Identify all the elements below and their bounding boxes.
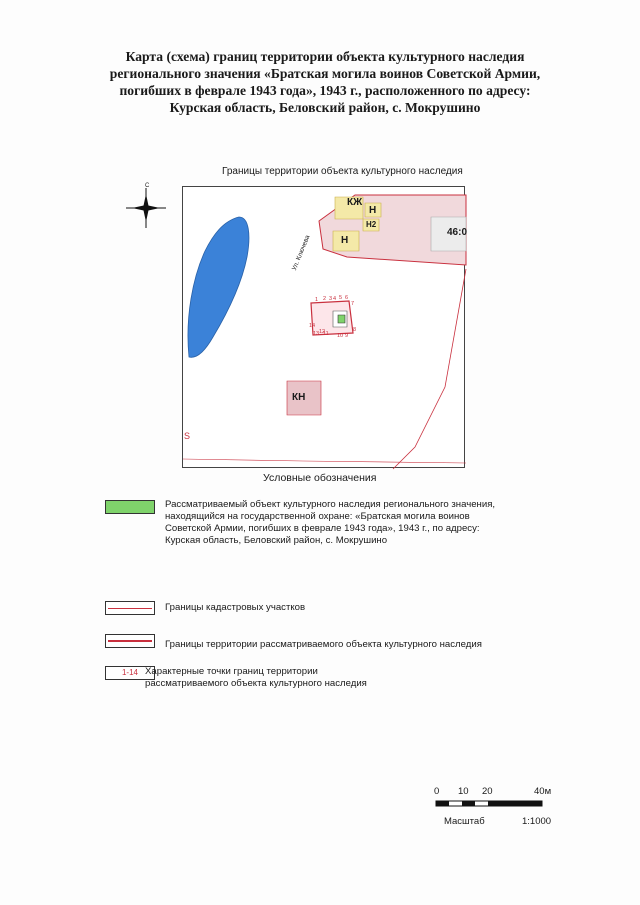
boundary-point-label: 14 [309, 323, 316, 329]
title-line: погибших в феврале 1943 года», 1943 г., расположенного по адресу: [119, 83, 531, 98]
label-kzh: КЖ [347, 197, 363, 208]
legend-text: Границы кадастровых участков [165, 602, 306, 613]
boundary-point-label: 13 [313, 331, 320, 337]
legend-text [145, 666, 367, 690]
lake [188, 217, 249, 357]
street-label: Ул. Ключева [291, 234, 312, 272]
scale-tick: 40м [534, 786, 552, 797]
legend-line: Характерные точки границ территории [145, 666, 318, 677]
legend-title: Условные обозначения [263, 472, 377, 484]
label-cadastral: 46:0 [447, 227, 468, 238]
boundary-point-label: 12 [319, 329, 326, 335]
object-heritage [338, 315, 345, 323]
label-n1: Н [369, 205, 377, 216]
legend-swatch-points: 1-14 [105, 666, 155, 680]
boundary-point-label: 7 [351, 301, 355, 307]
legend-line: Курская область, Беловский район, с. Мокрушино [165, 535, 388, 546]
legend-text [165, 499, 495, 547]
cadastral-boundary [393, 269, 466, 469]
page-title [70, 48, 580, 116]
boundary-point-label: 1 [315, 297, 319, 303]
boundary-point-label: 11 [323, 331, 329, 337]
scale-tick: 20 [482, 786, 493, 797]
boundary-point-label: 8 [353, 327, 357, 333]
boundary-point-label: 6 [345, 295, 349, 301]
map-canvas [183, 187, 466, 469]
north-letter: С [145, 183, 150, 189]
compass-icon [124, 186, 168, 230]
scale-tick: 0 [434, 786, 440, 797]
title-line: Карта (схема) границ территории объекта культурного наследия [125, 49, 525, 64]
label-kn: КН [292, 392, 306, 403]
legend-swatch-cadastral [105, 601, 155, 615]
cadastral-boundary [183, 459, 466, 463]
legend-line: Советской Армии, погибших в феврале 1943 года», 1943 г., по адресу: [165, 523, 480, 534]
label-n3: Н [341, 235, 349, 246]
label-n2: Н2 [366, 220, 377, 229]
boundary-point-label: 3 [329, 296, 333, 302]
label-edge: S [184, 431, 191, 441]
legend-line: Рассматриваемый объект культурного наследия регионального значения, [165, 499, 496, 510]
legend-line: находящийся на государственной охране: «Братская могила воинов [165, 511, 470, 522]
scale-label: Масштаб [444, 816, 485, 827]
legend-text: Границы территории рассматриваемого объекта культурного наследия [165, 639, 482, 650]
legend-line: рассматриваемого объекта культурного наследия [145, 678, 367, 689]
legend-swatch-green [105, 500, 155, 514]
legend-swatch-territory [105, 634, 155, 648]
scale-bar-graphic [434, 799, 546, 809]
scale-ratio: 1:1000 [522, 816, 552, 827]
boundary-point-label: 4 [333, 296, 337, 302]
map-panel [182, 186, 468, 468]
boundary-point-label: 10 [337, 333, 344, 339]
boundary-point-label: 5 [339, 295, 343, 301]
boundary-point-label: 9 [345, 333, 349, 339]
title-line: Курская область, Беловский район, с. Мокрушино [169, 100, 481, 115]
map-caption: Границы территории объекта культурного наследия [222, 166, 463, 177]
boundary-point-label: 2 [323, 296, 327, 302]
title-line: регионального значения «Братская могила воинов Советской Армии, [109, 66, 541, 81]
scale-tick: 10 [458, 786, 469, 797]
scale-bar [434, 786, 554, 826]
